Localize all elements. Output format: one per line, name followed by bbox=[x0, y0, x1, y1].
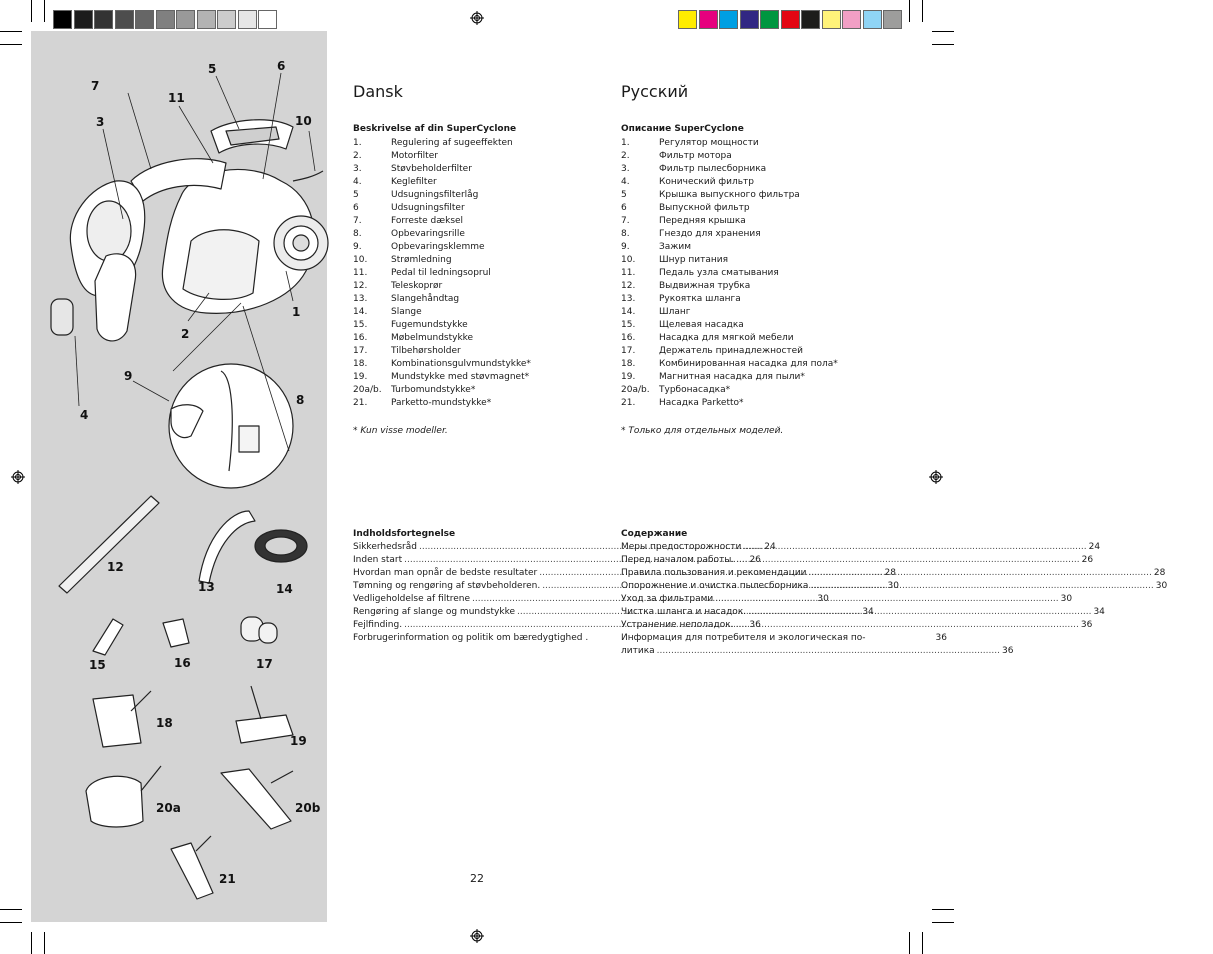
vacuum-parts-illustration bbox=[31, 31, 327, 922]
color-swatch bbox=[740, 10, 759, 29]
part-name: Slangehåndtag bbox=[391, 294, 460, 304]
part-name: Регулятор мощности bbox=[659, 138, 759, 148]
color-swatch bbox=[115, 10, 134, 29]
part-number: 1. bbox=[353, 138, 362, 148]
toc-dot-leader bbox=[808, 580, 1155, 593]
part-number: 13. bbox=[353, 294, 368, 304]
color-swatch bbox=[197, 10, 216, 29]
part-number: 5 bbox=[621, 190, 627, 200]
list-item bbox=[621, 345, 871, 358]
dansk-title: Dansk bbox=[353, 82, 403, 101]
part-name: Шланг bbox=[659, 307, 691, 317]
list-item bbox=[353, 202, 603, 215]
part-name: Opbevaringsrille bbox=[391, 229, 465, 239]
part-number: 4. bbox=[621, 177, 630, 187]
list-item bbox=[621, 319, 871, 332]
toc-page-number: 30 bbox=[1060, 594, 1073, 604]
toc-entry bbox=[621, 593, 1073, 606]
russian-note: * Только для отдельных моделей. bbox=[621, 426, 784, 436]
callout-5: 5 bbox=[208, 62, 217, 76]
list-item bbox=[353, 241, 603, 254]
toc-entry bbox=[621, 541, 1101, 554]
toc-entry-title: Опорожнение и очистка пылесборника bbox=[621, 581, 809, 591]
toc-entry-title: Информация для потребителя и экологическая по- bbox=[621, 633, 866, 643]
toc-page-number: 36 bbox=[749, 620, 761, 630]
list-item bbox=[621, 371, 871, 384]
list-item bbox=[353, 189, 603, 202]
part-name: Teleskoprør bbox=[391, 281, 443, 291]
toc-page-number: 24 bbox=[764, 542, 776, 552]
part-number: 3. bbox=[353, 164, 362, 174]
list-item bbox=[621, 384, 871, 397]
part-number: 21. bbox=[353, 398, 368, 408]
callout-6: 6 bbox=[277, 59, 286, 73]
part-number: 10. bbox=[621, 255, 636, 265]
toc-page-number: 34 bbox=[862, 607, 874, 617]
callout-13: 13 bbox=[198, 580, 215, 594]
list-item bbox=[621, 150, 871, 163]
color-swatch bbox=[53, 10, 72, 29]
toc-dot-leader bbox=[734, 554, 1081, 567]
toc-entry-title: Fejlfinding. bbox=[353, 620, 403, 630]
part-number: 19. bbox=[353, 372, 368, 382]
list-item bbox=[621, 202, 871, 215]
toc-dot-leader bbox=[655, 645, 1002, 658]
part-name: Рукоятка шланга bbox=[659, 294, 741, 304]
part-number: 11. bbox=[621, 268, 636, 278]
part-number: 12. bbox=[621, 281, 636, 291]
part-name: Педаль узла сматывания bbox=[659, 268, 779, 278]
toc-page-number: 30 bbox=[1155, 581, 1168, 591]
color-swatch bbox=[94, 10, 113, 29]
toc-page-number: 28 bbox=[1153, 568, 1166, 578]
list-item bbox=[353, 163, 603, 176]
part-name: Конический фильтр bbox=[659, 177, 754, 187]
callout-10: 10 bbox=[295, 114, 312, 128]
toc-entry-title: Sikkerhedsråd bbox=[353, 542, 417, 552]
part-number: 21. bbox=[621, 398, 636, 408]
part-name: Tilbehørsholder bbox=[391, 346, 461, 356]
color-swatch bbox=[842, 10, 861, 29]
list-item bbox=[353, 137, 603, 150]
part-name: Фильтр пылесборника bbox=[659, 164, 767, 174]
callout-4: 4 bbox=[80, 408, 89, 422]
toc-dot-leader bbox=[734, 619, 1081, 632]
part-number: 7. bbox=[353, 216, 362, 226]
list-item bbox=[353, 332, 603, 345]
color-swatch bbox=[156, 10, 175, 29]
part-name: Møbelmundstykke bbox=[391, 333, 474, 343]
part-number: 15. bbox=[353, 320, 368, 330]
callout-9: 9 bbox=[124, 369, 133, 383]
callout-21: 21 bbox=[219, 872, 236, 886]
registration-mark-icon bbox=[470, 11, 484, 25]
part-name: Насадка для мягкой мебели bbox=[659, 333, 794, 343]
toc-page-number: 28 bbox=[884, 568, 896, 578]
part-name: Motorfilter bbox=[391, 151, 438, 161]
toc-page-number: 34 bbox=[1093, 607, 1105, 617]
toc-entry-title: Устранение неполадок. bbox=[621, 620, 734, 630]
part-name: Выдвижная трубка bbox=[659, 281, 751, 291]
color-swatch bbox=[883, 10, 902, 29]
page-number: 22 bbox=[470, 872, 484, 885]
registration-mark-icon bbox=[470, 929, 484, 943]
toc-entry-title: Vedligeholdelse af filtrene bbox=[353, 594, 471, 604]
list-item bbox=[621, 267, 871, 280]
part-number: 19. bbox=[621, 372, 636, 382]
part-number: 7. bbox=[621, 216, 630, 226]
list-item bbox=[353, 293, 603, 306]
part-name: Фильтр мотора bbox=[659, 151, 732, 161]
toc-dot-leader bbox=[713, 593, 1060, 606]
toc-entry-title: Forbrugerinformation og politik om bæredygtighed . bbox=[353, 633, 589, 643]
color-swatch bbox=[238, 10, 257, 29]
list-item bbox=[621, 306, 871, 319]
color-swatch bbox=[699, 10, 718, 29]
part-name: Parketto-mundstykke* bbox=[391, 398, 492, 408]
part-number: 8. bbox=[353, 229, 362, 239]
list-item bbox=[621, 163, 871, 176]
list-item bbox=[621, 397, 871, 410]
russian-title: Русский bbox=[621, 82, 689, 101]
callout-20a: 20a bbox=[156, 801, 181, 815]
list-item bbox=[353, 150, 603, 163]
callout-14: 14 bbox=[276, 582, 293, 596]
part-number: 13. bbox=[621, 294, 636, 304]
russian-parts-list bbox=[621, 137, 871, 410]
toc-entry-title: Чистка шланга и насадок. bbox=[621, 607, 747, 617]
dansk-parts-list bbox=[353, 137, 603, 410]
list-item bbox=[621, 215, 871, 228]
list-item bbox=[353, 176, 603, 189]
color-swatch bbox=[863, 10, 882, 29]
part-name: Турбонасадка* bbox=[659, 385, 731, 395]
list-item bbox=[353, 254, 603, 267]
part-name: Kombinationsgulvmundstykke* bbox=[391, 359, 531, 369]
toc-entry-title: Меры предосторожности bbox=[621, 542, 742, 552]
part-number: 1. bbox=[621, 138, 630, 148]
russian-parts-title: Описание SuperCyclone bbox=[621, 124, 744, 134]
dansk-note: * Kun visse modeller. bbox=[353, 426, 448, 436]
part-name: Щелевая насадка bbox=[659, 320, 744, 330]
color-swatch bbox=[781, 10, 800, 29]
part-name: Slange bbox=[391, 307, 422, 317]
part-number: 2. bbox=[621, 151, 630, 161]
list-item bbox=[353, 397, 603, 410]
list-item bbox=[621, 228, 871, 241]
part-number: 9. bbox=[353, 242, 362, 252]
color-swatch bbox=[135, 10, 154, 29]
part-name: Держатель принадлежностей bbox=[659, 346, 804, 356]
part-name: Keglefilter bbox=[391, 177, 437, 187]
toc-entry-title: Перед началом работы. bbox=[621, 555, 735, 565]
color-swatch bbox=[678, 10, 697, 29]
part-number: 2. bbox=[353, 151, 362, 161]
list-item bbox=[353, 215, 603, 228]
part-name: Udsugningsfilterlåg bbox=[391, 190, 479, 200]
part-number: 12. bbox=[353, 281, 368, 291]
list-item bbox=[621, 293, 871, 306]
dansk-toc-title: Indholdsfortegnelse bbox=[353, 529, 456, 539]
toc-entry bbox=[621, 606, 1105, 619]
list-item bbox=[621, 332, 871, 345]
list-item bbox=[353, 319, 603, 332]
part-number: 10. bbox=[353, 255, 368, 265]
part-name: Магнитная насадка для пыли* bbox=[659, 372, 805, 382]
part-number: 16. bbox=[621, 333, 636, 343]
part-number: 14. bbox=[353, 307, 368, 317]
part-number: 17. bbox=[621, 346, 636, 356]
part-name: Крышка выпускного фильтра bbox=[659, 190, 800, 200]
part-number: 20a/b. bbox=[621, 385, 650, 395]
callout-3: 3 bbox=[96, 115, 105, 129]
part-number: 3. bbox=[621, 164, 630, 174]
callout-16: 16 bbox=[174, 656, 191, 670]
callout-18: 18 bbox=[156, 716, 173, 730]
part-number: 8. bbox=[621, 229, 630, 239]
part-name: Opbevaringsklemme bbox=[391, 242, 485, 252]
toc-entry-title: литика bbox=[621, 646, 655, 656]
color-swatch bbox=[822, 10, 841, 29]
toc-entry bbox=[621, 619, 1093, 632]
color-swatch bbox=[74, 10, 93, 29]
color-swatch bbox=[258, 10, 277, 29]
part-number: 18. bbox=[353, 359, 368, 369]
part-name: Шнур питания bbox=[659, 255, 729, 265]
callout-11: 11 bbox=[168, 91, 185, 105]
toc-dot-leader bbox=[807, 567, 1154, 580]
part-number: 4. bbox=[353, 177, 362, 187]
registration-mark-icon bbox=[929, 470, 943, 484]
list-item bbox=[621, 358, 871, 371]
list-item bbox=[621, 254, 871, 267]
toc-page-number: 36 bbox=[935, 633, 947, 643]
toc-entry bbox=[621, 645, 1014, 658]
list-item bbox=[353, 228, 603, 241]
russian-toc-title: Содержание bbox=[621, 529, 688, 539]
color-swatch bbox=[760, 10, 779, 29]
part-number: 6 bbox=[621, 203, 627, 213]
color-swatch bbox=[801, 10, 820, 29]
toc-page-number: 26 bbox=[749, 555, 761, 565]
list-item bbox=[353, 306, 603, 319]
parts-illustration-panel bbox=[31, 31, 327, 922]
callout-20b: 20b bbox=[295, 801, 321, 815]
color-swatch bbox=[217, 10, 236, 29]
part-number: 6 bbox=[353, 203, 359, 213]
toc-page-number: 30 bbox=[817, 594, 829, 604]
toc-page-number: 24 bbox=[1088, 542, 1101, 552]
part-name: Mundstykke med støvmagnet* bbox=[391, 372, 530, 382]
part-name: Strømledning bbox=[391, 255, 452, 265]
toc-dot-leader bbox=[746, 606, 1093, 619]
part-number: 14. bbox=[621, 307, 636, 317]
list-item bbox=[621, 176, 871, 189]
part-number: 17. bbox=[353, 346, 368, 356]
dansk-parts-title: Beskrivelse af din SuperCyclone bbox=[353, 124, 517, 134]
toc-entry bbox=[621, 632, 866, 645]
part-name: Regulering af sugeeffekten bbox=[391, 138, 513, 148]
list-item bbox=[353, 345, 603, 358]
list-item bbox=[621, 137, 871, 150]
callout-19: 19 bbox=[290, 734, 307, 748]
part-number: 5 bbox=[353, 190, 359, 200]
callout-12: 12 bbox=[107, 560, 124, 574]
callout-2: 2 bbox=[181, 327, 190, 341]
list-item bbox=[621, 280, 871, 293]
toc-page-number: 30 bbox=[887, 581, 899, 591]
part-name: Комбинированная насадка для пола* bbox=[659, 359, 838, 369]
toc-entry-title: Rengøring af slange og mundstykke bbox=[353, 607, 516, 617]
part-number: 11. bbox=[353, 268, 368, 278]
russian-toc-list bbox=[621, 541, 1168, 658]
part-name: Fugemundstykke bbox=[391, 320, 468, 330]
toc-entry-title: Уход за фильтрами bbox=[621, 594, 714, 604]
list-item bbox=[353, 280, 603, 293]
part-name: Насадка Parketto* bbox=[659, 398, 744, 408]
callout-17: 17 bbox=[256, 657, 273, 671]
part-name: Pedal til ledningsoprul bbox=[391, 268, 491, 278]
toc-entry-title: Tømning og rengøring af støvbeholderen. bbox=[353, 581, 541, 591]
part-number: 9. bbox=[621, 242, 630, 252]
color-swatch bbox=[719, 10, 738, 29]
callout-8: 8 bbox=[296, 393, 305, 407]
toc-entry-title: Inden start bbox=[353, 555, 403, 565]
part-number: 16. bbox=[353, 333, 368, 343]
list-item bbox=[621, 189, 871, 202]
part-name: Forreste dæksel bbox=[391, 216, 464, 226]
part-name: Зажим bbox=[659, 242, 692, 252]
toc-entry bbox=[621, 567, 1166, 580]
toc-page-number: 36 bbox=[1001, 646, 1014, 656]
callout-15: 15 bbox=[89, 658, 106, 672]
toc-dot-leader bbox=[741, 541, 1088, 554]
toc-page-number: 26 bbox=[1081, 555, 1094, 565]
list-item bbox=[353, 384, 603, 397]
callout-1: 1 bbox=[292, 305, 301, 319]
part-name: Выпускной фильтр bbox=[659, 203, 750, 213]
part-name: Передняя крышка bbox=[659, 216, 746, 226]
color-swatch bbox=[176, 10, 195, 29]
list-item bbox=[353, 358, 603, 371]
callout-7: 7 bbox=[91, 79, 100, 93]
part-name: Udsugningsfilter bbox=[391, 203, 465, 213]
list-item bbox=[353, 267, 603, 280]
part-name: Støvbeholderfilter bbox=[391, 164, 472, 174]
toc-entry bbox=[621, 554, 1094, 567]
list-item bbox=[353, 371, 603, 384]
part-number: 15. bbox=[621, 320, 636, 330]
list-item bbox=[621, 241, 871, 254]
part-name: Гнездо для хранения bbox=[659, 229, 761, 239]
part-number: 18. bbox=[621, 359, 636, 369]
toc-entry-title: Правила пользования и рекомендации bbox=[621, 568, 807, 578]
toc-entry bbox=[621, 580, 1168, 593]
toc-page-number: 36 bbox=[1080, 620, 1093, 630]
registration-mark-icon bbox=[11, 470, 25, 484]
part-name: Turbomundstykke* bbox=[391, 385, 476, 395]
toc-entry-title: Hvordan man opnår de bedste resultater bbox=[353, 568, 538, 578]
part-number: 20a/b. bbox=[353, 385, 382, 395]
